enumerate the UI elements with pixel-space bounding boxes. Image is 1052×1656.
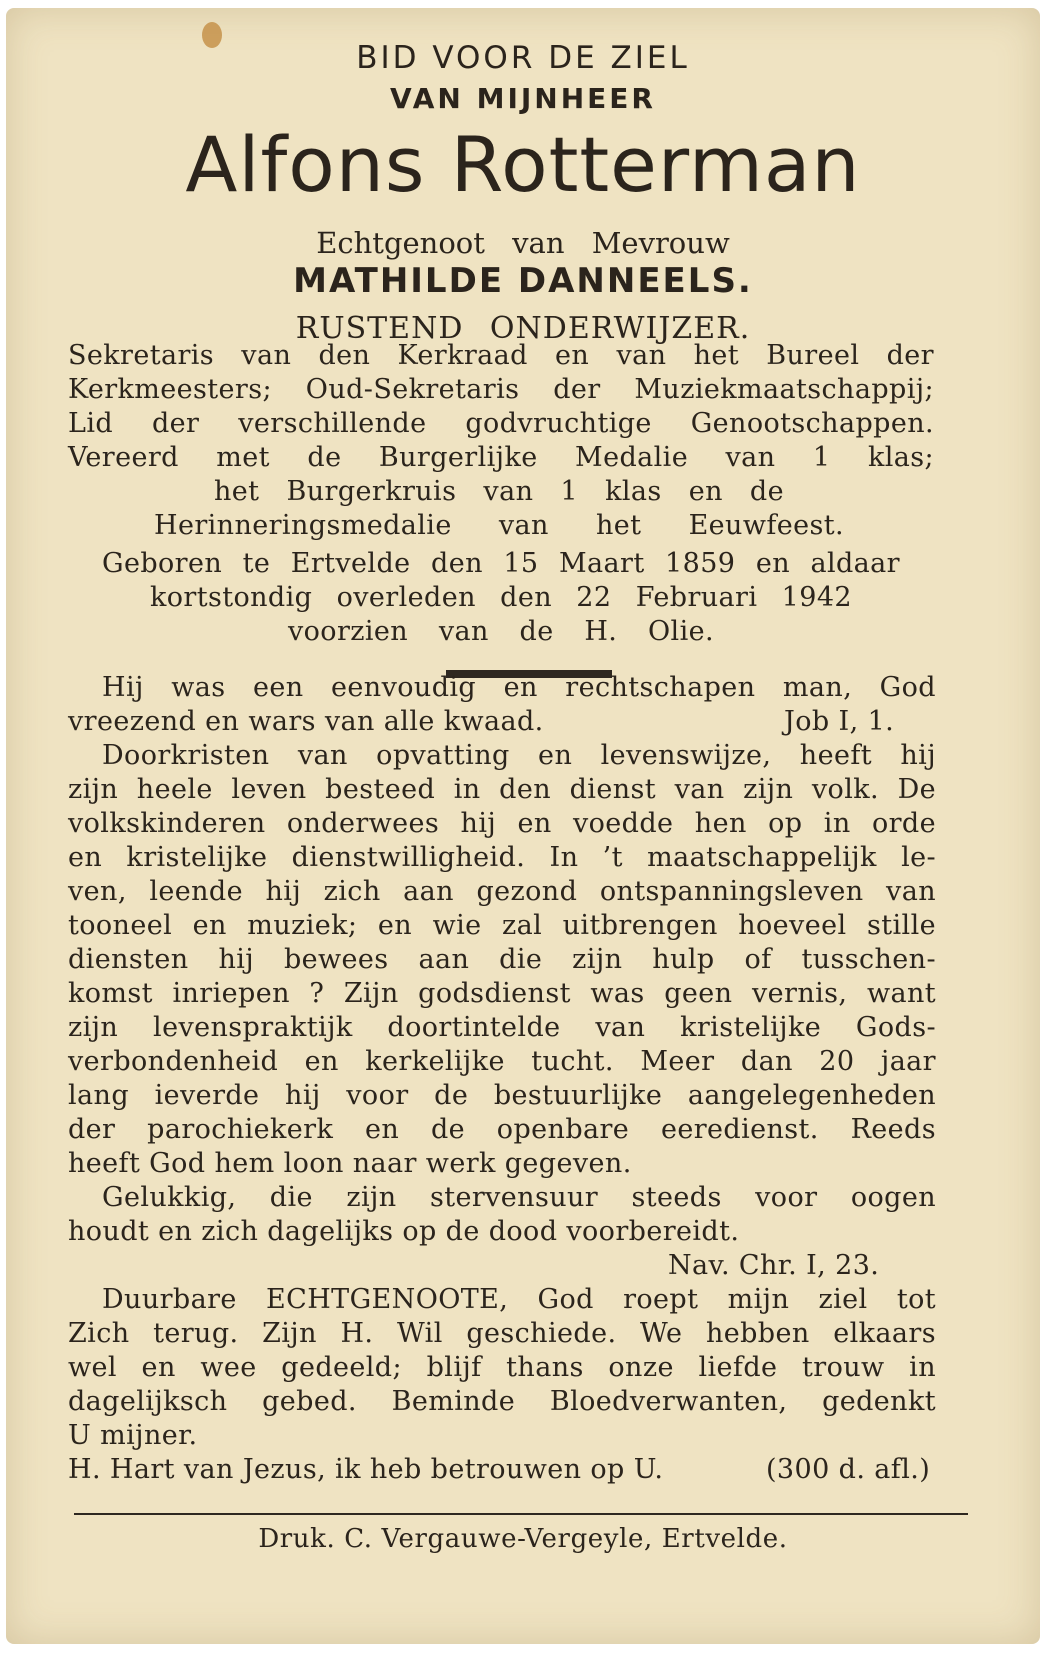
header-mister-line: VAN MIJNHEER [389, 82, 656, 115]
biography-line: heeft God hem loon naar werk gegeven. [68, 1148, 632, 1179]
quote-reference: Job I, 1. [784, 706, 895, 737]
blessing-reference: Nav. Chr. I, 23. [668, 1250, 880, 1281]
biography-line: zijn levenspraktijk doortintelde van kristelijke Gods- [68, 1012, 936, 1043]
functions-line: Sekretaris van den Kerkraad en van het Bureel der [68, 340, 934, 371]
biography-line: komst inriepen ? Zijn godsdienst was geen vernis, want [68, 978, 936, 1009]
functions-line: Herinneringsmedalie van het Eeuwfeest. [154, 510, 844, 541]
blessing-line: Gelukkig, die zijn stervensuur steeds voor oogen [102, 1182, 936, 1213]
spouse-name: MATHILDE DANNEELS. [293, 261, 753, 301]
prayer-line: H. Hart van Jezus, ik heb betrouwen op U. [68, 1454, 664, 1485]
biography-line: Doorkristen van opvatting en levenswijze, heeft hij [102, 740, 936, 771]
indulgence-note: (300 d. afl.) [766, 1454, 931, 1485]
profession: RUSTEND ONDERWIJZER. [295, 311, 751, 346]
life-dates-line: kortstondig overleden den 22 Februari 1942 [150, 582, 852, 613]
farewell-line: dagelijksch gebed. Beminde Bloedverwanten, gedenkt [68, 1386, 936, 1417]
life-dates-line: voorzien van de H. Olie. [288, 616, 714, 647]
biography-line: ven, leende hij zich aan gezond ontspanningsleven van [68, 876, 936, 907]
farewell-line: wel en wee gedeeld; blijf thans onze liefde trouw in [68, 1352, 936, 1383]
farewell-line: U mijner. [68, 1420, 198, 1451]
biography-line: diensten hij bewees aan die zijn hulp of tusschen- [68, 944, 936, 975]
biography-line: volkskinderen onderwees hij en voedde hen op in orde [68, 808, 936, 839]
blessing-line: houdt en zich dagelijks op de dood voorbereidt. [68, 1216, 740, 1247]
functions-line: het Burgerkruis van 1 klas en de [214, 476, 784, 507]
life-dates-line: Geboren te Ertvelde den 15 Maart 1859 en aldaar [102, 548, 900, 579]
printer-credit: Druk. C. Vergauwe-Vergeyle, Ertvelde. [258, 1524, 788, 1554]
deceased-name: Alfons Rotterman [185, 120, 861, 209]
biography-line: zijn heele leven besteed in den dienst van zijn volk. De [68, 774, 936, 805]
quote-line: vreezend en wars van alle kwaad. [68, 706, 544, 737]
biography-line: en kristelijke dienstwilligheid. In ’t maatschappelijk le- [68, 842, 936, 873]
biography-line: verbondenheid en kerkelijke tucht. Meer dan 20 jaar [68, 1046, 936, 1077]
header-prayer-line: BID VOOR DE ZIEL [356, 40, 690, 76]
farewell-line: Zich terug. Zijn H. Wil geschiede. We hebben elkaars [68, 1318, 936, 1349]
functions-line: Vereerd met de Burgerlijke Medalie van 1 klas; [68, 442, 934, 473]
functions-line: Kerkmeesters; Oud-Sekretaris der Muziekmaatschappij; [68, 374, 934, 405]
quote-line: Hij was een eenvoudig en rechtschapen man, God [102, 672, 936, 703]
biography-line: tooneel en muziek; en wie zal uitbrengen hoeveel stille [68, 910, 936, 941]
footer-divider [74, 1513, 968, 1515]
functions-line: Lid der verschillende godvruchtige Genootschappen. [68, 408, 934, 439]
memorial-card [6, 8, 1040, 1644]
farewell-line: Duurbare ECHTGENOOTE, God roept mijn ziel tot [102, 1284, 936, 1315]
spouse-intro: Echtgenoot van Mevrouw [316, 226, 730, 260]
biography-line: der parochiekerk en de openbare eeredienst. Reeds [68, 1114, 936, 1145]
biography-line: lang ieverde hij voor de bestuurlijke aangelegenheden [68, 1080, 936, 1111]
